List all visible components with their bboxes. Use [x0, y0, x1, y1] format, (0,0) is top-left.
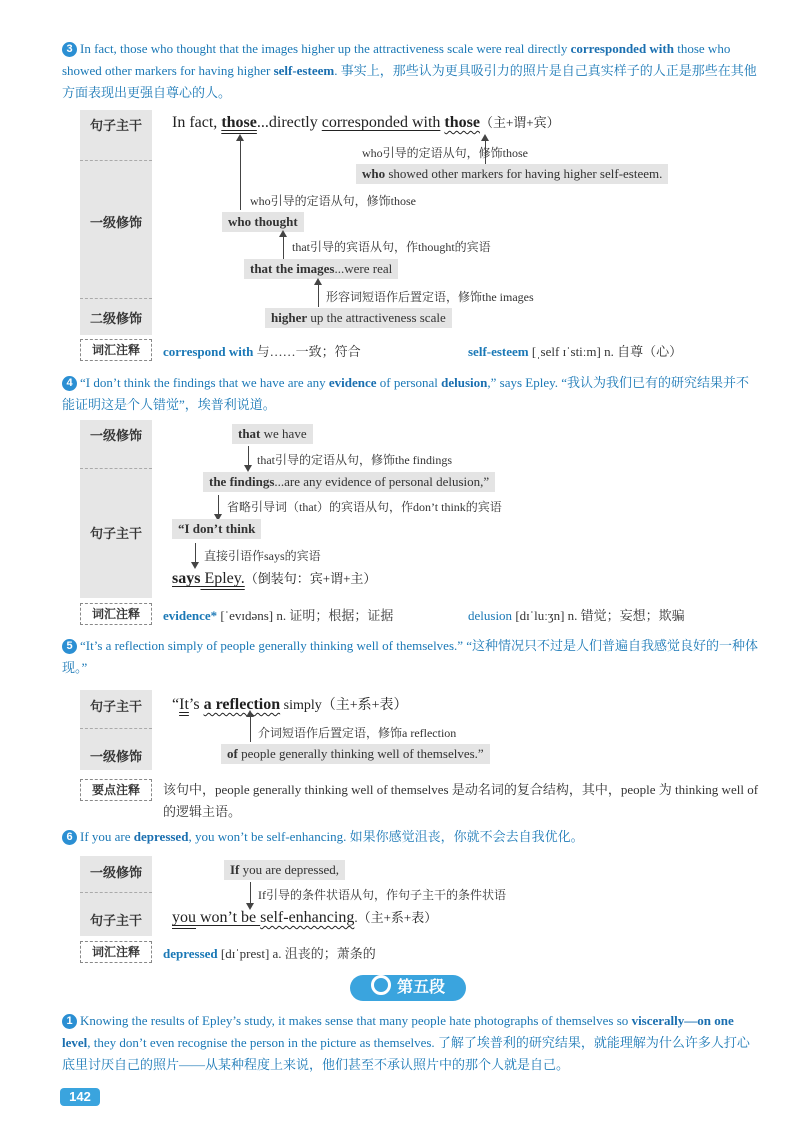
vocab-label: 词汇注释 — [80, 941, 152, 963]
keyword: self-esteem — [273, 63, 335, 78]
text: If you are — [80, 829, 134, 844]
section5-sentence-1-paragraph — [62, 1010, 762, 1076]
vocab-word: depressed — [163, 946, 218, 961]
keyword: evidence — [328, 375, 377, 390]
text: In fact, those who thought that the images higher up the attractiveness scale were real directly — [80, 41, 571, 56]
text: ...directly — [256, 114, 322, 131]
label-level1: 一级修饰 — [89, 865, 142, 880]
main-clause — [172, 694, 408, 714]
keyword: corresponded with — [570, 41, 674, 56]
label-main-clause: 句子主干 — [89, 526, 142, 541]
vocab-def: [ˈevɪdəns] n. 证明；根据；证据 — [217, 608, 394, 623]
text: . 事实上，那些认为更具吸引力的照片是自己真实样子的人正是那些在其他方面表现出更强自尊心的人。 — [62, 63, 757, 100]
label-level2: 二级修饰 — [89, 311, 142, 326]
vocab-def: 与……一致；符合 — [253, 344, 361, 359]
vocab-entry — [468, 341, 682, 360]
number-circle-icon: 3 — [62, 42, 77, 57]
note: that引导的定语从句，修饰the findings — [257, 453, 452, 467]
text: “It’s a reflection simply of people generally thinking well of themselves.” “这种情况只不过是人们普遍自我感觉良好的一种体现。” — [62, 638, 759, 675]
key-point-text: 该句中，people generally thinking well of themselves 是动名词的复合结构，其中，people 为 thinking well of 的逻辑主语。 — [163, 782, 759, 819]
number-circle-icon: 6 — [62, 830, 77, 845]
highlight-clause — [224, 860, 345, 880]
text: showed other markers for having higher self-esteem. — [385, 166, 663, 181]
text: In fact, — [172, 114, 222, 131]
text: ...were real — [334, 261, 393, 276]
subject: those — [221, 114, 257, 131]
vocab-word: delusion — [468, 608, 513, 623]
highlight-clause — [222, 212, 304, 232]
label-level1: 一级修饰 — [89, 749, 142, 764]
number-circle-icon: 5 — [62, 639, 77, 654]
keyword: viscerally—on one level — [62, 1013, 734, 1050]
text: “I don’t think — [178, 521, 256, 536]
predicative: self-enhancing — [260, 909, 355, 926]
text: , you won’t be self-enhancing. 如果你感觉沮丧，你就不会去自我优化。 — [188, 829, 584, 844]
highlight-clause — [265, 308, 452, 328]
sentence-4-paragraph — [62, 372, 762, 416]
text: that the images — [250, 261, 335, 276]
main-clause — [172, 112, 560, 132]
label-level1: 一级修饰 — [89, 428, 142, 443]
structure-note: .（主+系+表） — [354, 910, 438, 925]
note: that引导的宾语从句，作thought的宾语 — [292, 240, 491, 254]
section-title: 第五段 — [396, 979, 445, 996]
vocab-entry — [163, 605, 393, 624]
arrow-down-icon — [195, 543, 196, 563]
text: “I don’t think the findings that we have are any — [80, 375, 329, 390]
keyword: depressed — [133, 829, 189, 844]
arrow-up-icon — [283, 236, 284, 260]
predicate: won’t be — [196, 909, 261, 926]
number-circle-icon: 4 — [62, 376, 77, 391]
label-main-clause: 句子主干 — [89, 118, 142, 133]
text: ...are any evidence of personal delusion,” — [274, 474, 490, 489]
predicative: a reflection — [203, 696, 281, 713]
text: , they don’t even recognise the person in the picture as themselves. 了解了埃普利的研究结果，就能理解为什么许多人打心底里讨厌自己的照片——从某种程度上来说，他们甚至不承认照片中的那个人就是自己。 — [62, 1035, 750, 1072]
label-main-clause: 句子主干 — [89, 913, 142, 928]
divider — [80, 160, 152, 161]
text: who thought — [228, 214, 298, 229]
vocab-label: 词汇注释 — [80, 339, 152, 361]
vocab-word: evidence — [163, 608, 211, 623]
highlight-clause — [221, 744, 490, 764]
sentence-3-paragraph — [62, 38, 762, 104]
label-level1: 一级修饰 — [89, 215, 142, 230]
text: the findings — [209, 474, 275, 489]
label-main-clause: 句子主干 — [89, 699, 142, 714]
note: 直接引语作says的宾语 — [204, 549, 321, 563]
number-circle-icon: 1 — [62, 1014, 77, 1029]
arrow-down-icon — [250, 882, 251, 904]
structure-note: simply（主+系+表） — [280, 698, 408, 713]
text: people generally thinking well of themselves.” — [237, 746, 484, 761]
highlight-clause — [203, 472, 495, 492]
object: those — [444, 114, 480, 131]
arrow-up-icon — [318, 284, 319, 307]
page-number: 142 — [60, 1088, 100, 1106]
arrow-up-icon — [240, 140, 241, 210]
arrow-up-icon — [250, 716, 251, 742]
divider — [80, 468, 152, 469]
structure-note: （倒装句：宾+谓+主） — [244, 571, 377, 586]
note: 形容词短语作后置定语，修饰the images — [326, 290, 534, 304]
vocab-entry — [468, 605, 685, 624]
text: higher — [271, 310, 308, 325]
vocab-def: [dɪˈluːʒn] n. 错觉；妄想；欺骗 — [512, 608, 685, 623]
analysis-side-column — [80, 420, 152, 598]
subject: It — [179, 696, 189, 713]
predicate: ’s — [188, 696, 204, 713]
vocab-label: 词汇注释 — [80, 603, 152, 625]
main-clause — [172, 568, 376, 588]
vocab-word: self-esteem — [468, 344, 529, 359]
text: ,” says Epley. “我认为我们已有的研究结果并不能证明这是个人错觉”，埃普利说道。 — [62, 375, 750, 412]
note: If引导的条件状语从句，作句子主干的条件状语 — [258, 888, 506, 902]
text: of personal — [376, 375, 442, 390]
subject: you — [172, 909, 196, 926]
text: you are depressed, — [239, 862, 340, 877]
key-point-label: 要点注释 — [80, 779, 152, 801]
text: “ — [172, 696, 180, 713]
text: those who showed other markers for having higher — [62, 41, 731, 78]
sentence-6-paragraph — [62, 826, 762, 848]
note: who引导的定语从句，修饰those — [362, 146, 528, 160]
subject: Epley. — [200, 570, 245, 587]
star-icon: * — [210, 608, 218, 623]
highlight-clause — [356, 164, 668, 184]
highlight-clause — [172, 519, 261, 539]
divider — [80, 728, 152, 729]
highlight-clause — [232, 424, 313, 444]
section-badge — [350, 975, 466, 1001]
divider — [80, 892, 152, 893]
divider — [80, 298, 152, 299]
vocab-word: correspond with — [163, 344, 254, 359]
text: who — [362, 166, 386, 181]
vocab-def: [dɪˈprest] a. 沮丧的；萧条的 — [217, 946, 376, 961]
arrow-down-icon — [218, 495, 219, 515]
text: up the attractiveness scale — [307, 310, 446, 325]
vocab-entry — [163, 943, 376, 962]
structure-note: （主+谓+宾） — [479, 115, 560, 130]
text: that — [238, 426, 261, 441]
text: we have — [260, 426, 307, 441]
sentence-5-paragraph — [62, 635, 762, 679]
text: of — [227, 746, 238, 761]
text: If — [230, 862, 240, 877]
arrow-down-icon — [248, 446, 249, 466]
highlight-clause — [244, 259, 398, 279]
note: who引导的定语从句，修饰those — [250, 194, 416, 208]
note: 省略引导词（that）的宾语从句，作don’t think的宾语 — [227, 500, 502, 514]
main-clause — [172, 907, 437, 927]
text: Knowing the results of Epley’s study, it makes sense that many people hate photographs of themselves so — [80, 1013, 632, 1028]
vocab-def: [ˌself ɪˈstiːm] n. 自尊（心） — [528, 344, 683, 359]
predicate: corresponded with — [321, 114, 441, 131]
predicate: says — [172, 570, 201, 587]
vocab-entry — [163, 341, 361, 360]
keyword: delusion — [441, 375, 488, 390]
note: 介词短语作后置定语，修饰a reflection — [258, 726, 457, 740]
search-icon — [371, 975, 391, 995]
